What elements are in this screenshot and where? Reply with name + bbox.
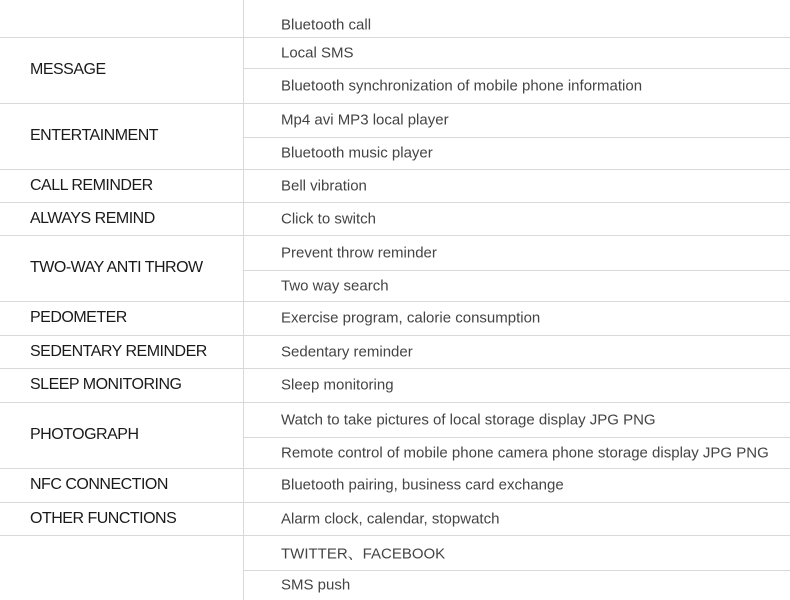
row-divider <box>0 169 790 170</box>
row-divider <box>0 335 790 336</box>
feature-item: SMS push <box>281 576 351 594</box>
column-divider <box>243 0 244 600</box>
row-divider <box>0 301 790 302</box>
category-sleep-monitoring: SLEEP MONITORING <box>30 376 182 393</box>
row-divider <box>0 502 790 503</box>
category-call-reminder: CALL REMINDER <box>30 176 153 194</box>
feature-item: Bluetooth synchronization of mobile phone information <box>281 77 643 94</box>
category-photograph: PHOTOGRAPH <box>30 426 139 443</box>
feature-item: Sedentary reminder <box>281 343 413 360</box>
row-divider <box>0 468 790 469</box>
feature-item: Alarm clock, calendar, stopwatch <box>281 510 500 527</box>
row-divider <box>0 368 790 369</box>
feature-item: Prevent throw reminder <box>281 244 437 261</box>
subrow-divider <box>243 570 790 571</box>
category-two-way-anti-throw: TWO-WAY ANTI THROW <box>30 259 203 276</box>
category-nfc-connection: NFC CONNECTION <box>30 476 168 493</box>
feature-item: Click to switch <box>281 210 377 227</box>
subrow-divider <box>243 137 790 138</box>
subrow-divider <box>243 68 790 69</box>
feature-item: Remote control of mobile phone camera phone storage display JPG PNG <box>281 444 769 461</box>
category-pedometer: PEDOMETER <box>30 309 127 326</box>
category-sedentary-reminder: SEDENTARY REMINDER <box>30 342 207 360</box>
category-message: MESSAGE <box>30 61 106 78</box>
feature-item: Two way search <box>281 277 389 294</box>
feature-item: Bell vibration <box>281 177 367 194</box>
feature-item: Bluetooth music player <box>281 144 433 162</box>
row-divider <box>0 103 790 104</box>
row-divider <box>0 37 790 38</box>
subrow-divider <box>243 270 790 271</box>
feature-item: Bluetooth call <box>281 16 372 33</box>
category-other-functions: OTHER FUNCTIONS <box>30 509 177 527</box>
row-divider <box>0 402 790 403</box>
feature-item: Watch to take pictures of local storage display JPG PNG <box>281 411 656 428</box>
row-divider <box>0 535 790 536</box>
feature-item: Sleep monitoring <box>281 376 394 394</box>
row-divider <box>0 235 790 236</box>
feature-item: TWITTER、FACEBOOK <box>281 545 446 562</box>
feature-item: Bluetooth pairing, business card exchange <box>281 476 564 494</box>
feature-item: Local SMS <box>281 44 354 61</box>
feature-item: Exercise program, calorie consumption <box>281 309 541 327</box>
category-always-remind: ALWAYS REMIND <box>30 209 155 227</box>
subrow-divider <box>243 437 790 438</box>
feature-item: Mp4 avi MP3 local player <box>281 111 449 129</box>
row-divider <box>0 202 790 203</box>
category-entertainment: ENTERTAINMENT <box>30 127 159 144</box>
